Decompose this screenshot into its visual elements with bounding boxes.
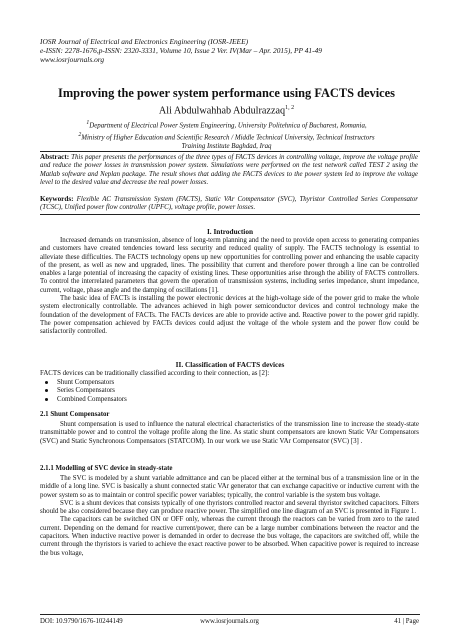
shunt-paragraph: Shunt compensation is used to influence the natural electrical characteristics of the transmission line to increase the steady-state transmittable power and to control the voltage profile along the line. As static shunt compensators are known Static VAr Compensators (SVC) and Static Synchronous Compensators (STATCOM). In our work we use Static VAr Compensator (SVC) [3] . (40, 421, 419, 445)
subsection-2-1-heading: 2.1 Shunt Compensator (40, 411, 110, 418)
intro-paragraph-1: Increased demands on transmission, absence of long-term planning and the need to provide open access to generating companies and customers have created tendencies toward less security and reduced quality of supply. The FACTS technology is essential to alleviate these difficulties. The FACTS technology opens up new opportunities for controlling power and enhancing the usable capacity of the present, as well as new and upgraded, lines. The possibility that current and therefore power through a line can be controlled enables a large potential of increasing the capacity of existing lines. These opportunities arise through the ability of FACTS controllers. To control the interrelated parameters that govern the operation of transmission systems, including series impedance, shunt impedance, current, voltage, phase angle and the damping of oscillations [1]. (40, 237, 419, 294)
classification-lead: FACTS devices can be traditionally classified according to their connection, as [2]: (40, 370, 270, 377)
section-2-heading: II. Classification of FACTS devices (175, 360, 285, 369)
paper-title: Improving the power system performance using FACTS devices (58, 86, 395, 100)
list-item: Series Compensators (45, 387, 127, 395)
journal-site[interactable]: www.iosrjournals.org (40, 54, 105, 64)
subsection-2-1-body (40, 421, 419, 446)
affiliation-1-mark: 1 (86, 120, 90, 126)
abstract-bottom-rule (40, 214, 420, 215)
journal-name: IOSR Journal of Electrical and Electronics Engineering (IOSR-JEEE) (40, 37, 249, 46)
keywords-text: Flexible AC Transmission System (FACTS), Static VAr Compensator (SVC), Thyristor Controlled Series Compensator (TCSC), Unified power flow controller (UPFC), voltage profile, power losses. (40, 196, 418, 212)
svc-paragraph-2: SVC is a shunt devices that consists typically of one thyristors controlled reactor and several thyristor switched capacitors. Filters should be also considered because they can produce reactive power. The simplified one line diagram of an SVC is presented in Figure 1. (40, 499, 419, 516)
footer-page-number: 41 | Page (394, 618, 419, 625)
bullet-icon (45, 381, 48, 384)
subsection-2-1-1-heading: 2.1.1 Modelling of SVC device in steady-state (40, 465, 173, 472)
affiliation-2-mark: 2 (78, 131, 82, 138)
affiliation-2-cont: Training Institute Baghdad, Iraq (181, 142, 272, 150)
svc-paragraph-1: The SVC is modeled by a shunt variable admittance and can be placed either at the terminal bus of a transmission line or in the middle of a long line. SVC is basically a shunt connected static VAr generator that can exchange capacitive or inductive current with the power system so as to maintain or control specific power variables; typically, the control variable is the system bus voltage. (40, 475, 419, 499)
keywords (40, 195, 418, 213)
footer-rule (40, 614, 420, 615)
footer-site[interactable]: www.iosrjournals.org (200, 618, 259, 625)
affiliation-1: $^1$Department of Electrical Power System Engineering, University Politehnica of Bucharest, Romania, (86, 120, 367, 130)
affiliation-2: $^2$Ministry of Higher Education and Scientific Research / Middle Technical University, Technical Instructors (78, 131, 375, 142)
footer-doi: DOI: 10.9790/1676-10244149 (40, 618, 123, 625)
abstract (40, 153, 418, 187)
abstract-text: This paper presents the performances of the three types of FACTS devices in controlling voltage, improve the voltage profile and reduce the power losses in transmission power system. Simulations were performed on the test network called TEST 2 using the Matlab software and Neplan package. The result shows that adding the FACTS devices to the power system led to improve the voltage level to the desired value and decrease the real power losses. (40, 154, 418, 186)
intro-paragraph-2: The basic idea of FACTs is installing the power electronic devices at the high-voltage side of the power grid to make the whole system electronically controllable. The advances achieved in high power semiconductor devices and control technology make the foundation of the development of FACTs. The FACTs devices are able to provide active and. Reactive power to the power grid rapidly. The power compensation achieved by FACTs devices could adjust the voltage of the whole system and the power flow could be satisfactorily controlled. (40, 295, 419, 336)
bullet-icon (45, 389, 48, 392)
author-line (30, 105, 423, 116)
journal-header (40, 38, 420, 64)
section-1-body (40, 237, 419, 337)
abstract-top-rule (40, 151, 420, 152)
section-1-heading: I. Introduction (206, 227, 254, 236)
author-name: Ali Abdulwahhab Abdulrazzaq (158, 105, 286, 117)
journal-issn: e-ISSN: 2278-1676,p-ISSN: 2320-3331, Volume 10, Issue 2 Ver. IV(Mar – Apr. 2015), PP 41-49 (40, 45, 322, 55)
abstract-label: Abstract: (40, 153, 70, 161)
svc-paragraph-3: The capacitors can be switched ON or OFF only, whereas the current through the reactors can be varied from zero to the rated current. Depending on the demand for reactive current/power, there can be a large number combinations between the reactor and the capacitors. When inductive reactive power is demanded in order to decrease the bus voltage, the capacitors are switched off, while the current through the thyristors is varied to achieve the exact reactive power to be absorbed. When capacitive power is required to increase the bus voltage, (40, 516, 419, 557)
list-item: Shunt Compensators (45, 379, 127, 387)
bullet-icon (45, 398, 48, 401)
subsection-2-1-1-body (40, 475, 419, 558)
keywords-label: Keywords: (40, 195, 74, 203)
compensator-list (45, 379, 127, 404)
affiliations (30, 119, 423, 151)
list-item: Combined Compensators (45, 396, 127, 404)
author-superscript: 1, 2 (285, 105, 295, 111)
